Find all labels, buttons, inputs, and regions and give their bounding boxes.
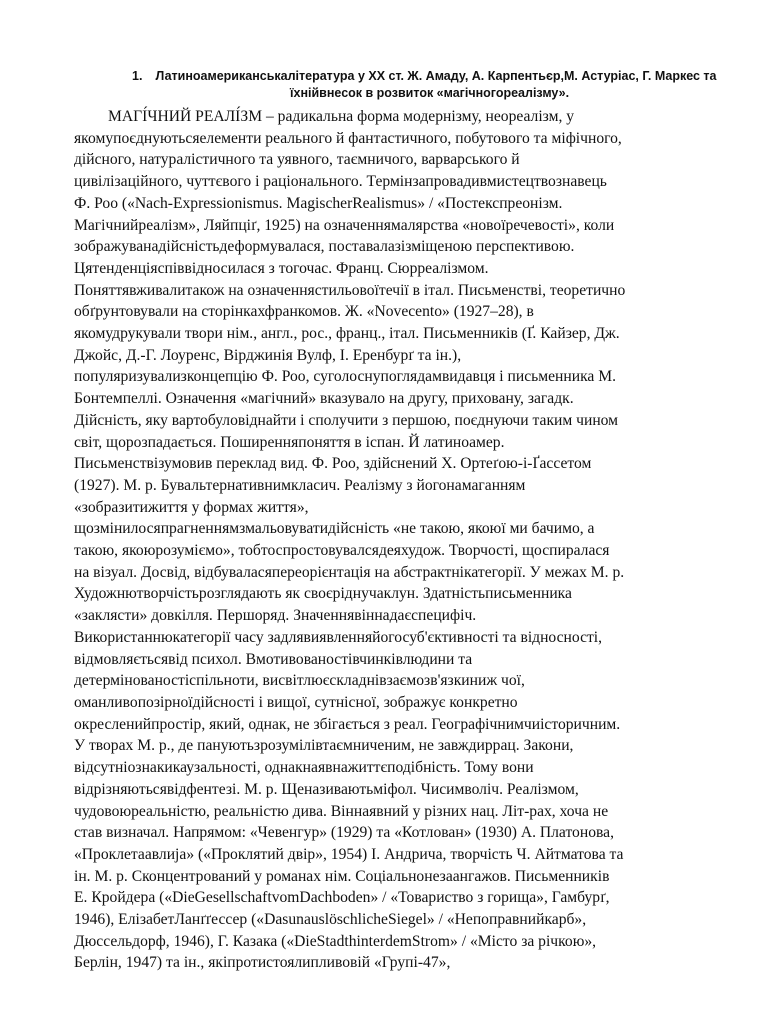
- body-line: якомудрукували твори нім., англ., рос., франц., італ. Письменників (Ґ. Кайзер, Дж.: [74, 325, 620, 343]
- body-line: обґрунтовували на сторінкахфранкомов. Ж. «Novecento» (1927–28), в: [74, 303, 534, 321]
- heading-number: 1.: [132, 69, 143, 83]
- body-line: (1927). М. р. Бувальтернативнимкласич. Реалізму з йогонамаганням: [74, 476, 526, 494]
- body-line: Поняттявживалитакож на означеннястильовоїтечії в італ. Письменстві, теоретично: [74, 281, 626, 299]
- body-line: дійсного, натуралістичного та уявного, таємничого, варварського й: [74, 151, 520, 169]
- body-line: Бонтемпеллі. Означення «магічний» вказувало на другу, приховану, загадк.: [74, 390, 574, 408]
- body-line: «Проклетаавлија» («Проклятий двір», 1954) І. Андрича, творчість Ч. Айтматова та: [74, 845, 624, 863]
- body-line: окресленийпростір, який, однак, не збігається з реал. Географічнимчиісторичним.: [74, 715, 621, 733]
- body-line: У творах М. р., де пануютьзрозумілівтаємниченим, не завждиррац. Закони,: [74, 737, 574, 755]
- body-line: Ф. Роо («Nach-Expressionismus. MagischerRealismus» / «Постекспреонізм.: [74, 194, 563, 212]
- body-line: МАГІ́ЧНИЙ РЕАЛІ́ЗМ – радикальна форма модернізму, неореалізм, у: [108, 108, 575, 125]
- body-line: 1946), ЕлізабетЛанґґессер («DasunauslöschlicheSiegel» / «Непоправнийкарб»,: [74, 911, 587, 929]
- body-line: популяризувализконцепцію Ф. Роо, суголоснупоглядамвидавця і письменника М.: [74, 368, 616, 386]
- body-line: відмовляєтьсявід психол. Вмотивованостівчинківлюдини та: [74, 650, 473, 668]
- body-line: Дійсність, яку вартобуловіднайти і сполучити з першою, поєднуючи таким чином: [74, 411, 619, 429]
- body-line: Джойс, Д.-Г. Лоуренс, Вірджинія Вулф, І. Еренбурґ та ін.),: [74, 346, 462, 364]
- body-line: «заклясти» довкілля. Першоряд. Значеннявіннадаєспецифіч.: [74, 607, 477, 625]
- body-line: на візуал. Досвід, відбуваласяпереорієнтація на абстрактнікатегорії. У межах М. р.: [74, 563, 625, 581]
- heading-text-1: Латиноамериканськалітература у ХХ ст. Ж. Амаду, А. Карпентьєр,М. Астуріас, Г. Маркес та: [155, 69, 717, 83]
- body-line: якомупоєднуютьсяелементи реального й фантастичного, побутового та міфічного,: [74, 129, 622, 147]
- body-line: Цятенденціяспіввідносилася з тогочас. Франц. Сюрреалізмом.: [74, 259, 489, 277]
- body-line: світ, щорозпадається. Поширенняпоняття в іспан. Й латиноамер.: [74, 433, 505, 451]
- body-line: відрізняютьсявідфентезі. М. р. Щеназиваютьміфол. Чисимволіч. Реалізмом,: [74, 780, 579, 798]
- body-line: Магічнийреалізм», Ляйпціґ, 1925) на означеннямалярства «новоїречевості», коли: [74, 216, 615, 234]
- body-line: детермінованостіспільноти, висвітлюєскладнівзаємозв'язкиниж чої,: [74, 672, 525, 690]
- body-line: Письменствізумовив переклад вид. Ф. Роо, здійснений Х. Ортеґою-і-Ґассетом: [74, 455, 592, 473]
- body-line: Е. Кройдера («DieGesellschaftvomDachboden» / «Товариство з горища», Гамбурґ,: [74, 889, 610, 907]
- document-heading: [100, 68, 740, 102]
- body-line: Використаннюкатегорії часу задлявиявленняйогосуб'єктивності та відносності,: [74, 628, 603, 646]
- body-line: «зобразитижиття у формах життя»,: [74, 498, 309, 516]
- body-text: [74, 106, 714, 974]
- body-line: зображуванадійсністьдеформувалася, поставалазізміщеною перспективою.: [74, 238, 575, 256]
- body-line: Художнютворчістьрозглядають як своєріднучаклун. Здатністьписьменника: [74, 585, 572, 603]
- body-line: чудовоюреальністю, реальністю дива. Віннаявний у різних нац. Літ-рах, хоча не: [74, 802, 609, 820]
- body-line: Берлін, 1947) та ін., якіпротистоялипливовій «Групі-47»,: [74, 954, 451, 972]
- body-line: ін. М. р. Сконцентрований у романах нім. Соціальнонезаангажов. Письменників: [74, 867, 610, 885]
- heading-line-1: [100, 68, 717, 85]
- body-line: оманливопозірноїдійсності і вищої, сутнісної, зображує конкретно: [74, 693, 518, 711]
- body-line: такою, якоюрозуміємо», тобтоспростовувалсядеяхудож. Творчості, щоспиралася: [74, 542, 610, 560]
- heading-line-2: їхнійвнесок в розвиток «магічногореалізму».: [290, 86, 570, 100]
- body-line: Дюссельдорф, 1946), Г. Казака («DieStadthinterdemStrom» / «Місто за річкою»,: [74, 932, 597, 950]
- body-line: став визначал. Напрямом: «Чевенгур» (1929) та «Котлован» (1930) А. Платонова,: [74, 824, 614, 842]
- body-line: відсутніознакикаузальності, однакнаявнажиттєподібність. Тому вони: [74, 759, 534, 777]
- body-line: цивілізаційного, чуттєвого і раціонального. Термінзапровадивмистецтвознавець: [74, 173, 607, 191]
- body-line: щозмінилосяпрагненнямзмальовуватидійсність «не такою, якоюї ми бачимо, а: [74, 520, 595, 538]
